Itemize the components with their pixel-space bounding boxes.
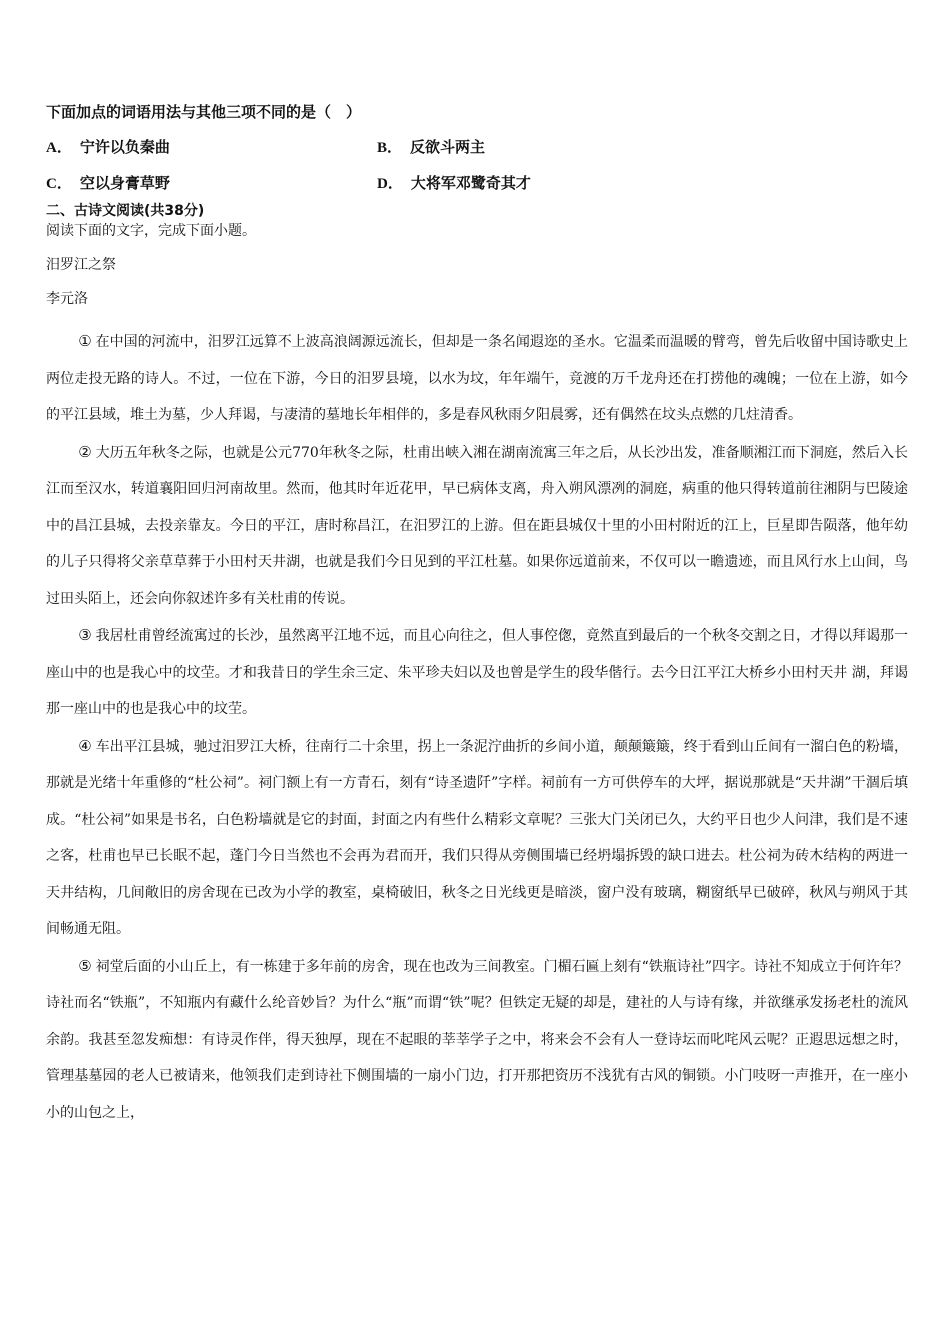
option-text: 空以身膏草野 <box>79 174 170 192</box>
section-instruction: 阅读下面的文字，完成下面小题。 <box>46 223 256 239</box>
question-stem: 下面加点的词语用法与其他三项不同的是（ ） <box>46 103 362 121</box>
paragraph-1 <box>46 323 908 434</box>
option-c[interactable] <box>46 169 377 198</box>
paragraph-5 <box>46 948 908 1132</box>
paragraph-text: 在中国的河流中，汨罗江远算不上波高浪阔源远流长，但却是一条名闻遐迩的圣水。它温柔而温暖的臂弯，曾先后收留中国诗歌史上两位走投无路的诗人。不过，一位在下游，今日的汨罗县境，以水为坟，年年端午，竞渡的万千龙舟还在打捞他的魂魄；一位在上游，如今的平江县域，堆土为墓，少人拜谒，与凄清的墓地长年相伴的，多是春风秋雨夕阳晨雾，还有偶然在坟头点燃的几炷清香。 <box>46 334 908 423</box>
paragraph-number: ③ <box>78 626 92 644</box>
paragraph-number: ④ <box>78 736 92 755</box>
option-letter: A． <box>46 140 72 156</box>
article-body <box>46 323 908 1131</box>
paragraph-2 <box>46 434 908 618</box>
paragraph-text: 大历五年秋冬之际，也就是公元770年秋冬之际，杜甫出峡入湘在湖南流寓三年之后，从长沙出发，准备顺湘江而下洞庭，然后入长江而至汉水，转道襄阳回归河南故里。然而，他其时年近花甲，早已病体支离，舟入朔风漂冽的洞庭，病重的他只得转道前往湘阴与巴陵途中的昌江县城，去投亲靠友。今日的平江，唐时称昌江，在汨罗江的上游。但在距县城仅十里的小田村附近的江上，巨星即告陨落，他年幼的儿子只得将父亲草草葬于小田村天井湖，也就是我们今日见到的平江杜墓。如果你远道前来，不仅可以一瞻遗迹，而且风行水上山间，鸟过田头陌上，还会向你叙述许多有关杜甫的传说。 <box>46 444 908 607</box>
option-letter: D． <box>377 176 403 192</box>
paragraph-text: 我居杜甫曾经流寓过的长沙，虽然离平江地不远，而且心向往之，但人事倥偬，竟然直到最后的一个秋冬交割之日，才得以拜谒那一座山中的也是我心中的坟茔。才和我昔日的学生余三定、朱平珍夫妇以及也曾是学生的段华偕行。去今日江平江大桥乡小田村天井 湖，拜谒那一座山中的也是我心中的坟茔。 <box>46 628 908 717</box>
option-text: 大将军邓鹭奇其才 <box>410 174 531 192</box>
paragraph-number: ② <box>78 442 92 461</box>
paragraph-text: 祠堂后面的小山丘上，有一栋建于多年前的房舍，现在也改为三间教室。门楣石匾上刻有“铁瓶诗社”四字。诗社不知成立于何许年？诗社而名“铁瓶”，不知瓶内有藏什么纶音妙旨？为什么“瓶”而谓“铁”呢？但铁定无疑的却是，建社的人与诗有缘，并欲继承发扬老杜的流风余韵。我甚至忽发痴想：有诗灵作伴，得天独厚，现在不起眼的莘莘学子之中，将来会不会有人一登诗坛而叱咤风云呢？正遐思远想之时，管理基墓园的老人已被请来，他领我们走到诗社下侧围墙的一扇小门边，打开那把资历不浅犹有古风的铜锁。小门吱呀一声推开，在一座小小的山包之上， <box>46 958 908 1121</box>
paragraph-number: ① <box>78 332 92 350</box>
option-text: 反欲斗两主 <box>410 138 486 156</box>
option-letter: B． <box>377 140 403 156</box>
option-b[interactable] <box>377 133 777 162</box>
article-author: 李元洛 <box>46 291 88 307</box>
paragraph-3 <box>46 617 908 728</box>
paragraph-text: 车出平江县城，驰过汨罗江大桥，往南行二十余里，拐上一条泥泞曲折的乡间小道，颠颠簸簸，终于看到山丘间有一溜白色的粉墙，那就是光绪十年重修的“杜公祠”。祠门额上有一方青石，刻有“诗圣遗阡”字样。祠前有一方可供停车的大坪，据说那就是“天井湖”干涸后填成。“杜公祠”如果是书名，白色粉墙就是它的封面，封面之内有些什么精彩文章呢？三张大门关闭已久，大约平日也少人问津，我们是不速之客，杜甫也早已长眠不起，蓬门今日当然也不会再为君而开，我们只得从旁侧围墙已经坍塌拆毁的缺口进去。杜公祠为砖木结构的两进一天井结构，几间敞旧的房舍现在已改为小学的教室，桌椅破旧，秋冬之日光线更是暗淡，窗户没有玻璃，糊窗纸早已破碎，秋风与朔风于其间畅通无阻。 <box>46 738 908 937</box>
paragraph-number: ⑤ <box>78 956 92 975</box>
section-heading: 二、古诗文阅读(共38分) <box>46 203 205 219</box>
option-d[interactable] <box>377 169 777 198</box>
option-text: 宁许以负秦曲 <box>79 138 170 156</box>
option-a[interactable] <box>46 133 377 162</box>
option-letter: C． <box>46 176 72 192</box>
paragraph-4 <box>46 728 908 948</box>
article-title: 汨罗江之祭 <box>46 257 116 273</box>
document-page <box>46 98 908 1131</box>
answer-options <box>46 133 908 198</box>
